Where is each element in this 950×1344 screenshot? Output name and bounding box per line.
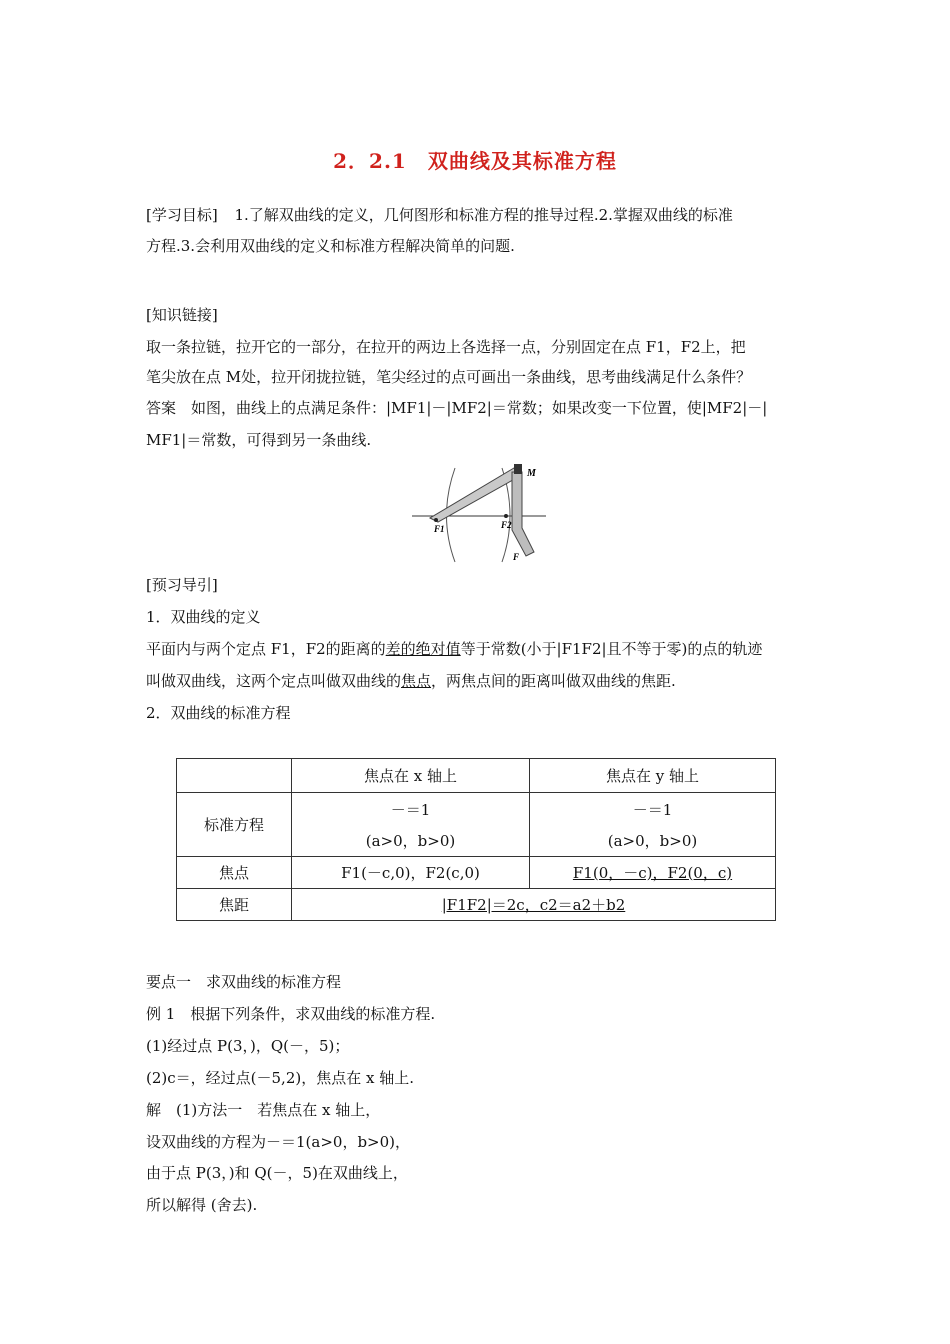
section-heading-2: 2．双曲线的标准方程 bbox=[146, 704, 291, 722]
table-row-label-foci: 焦点 bbox=[177, 857, 292, 889]
focus-f2-point bbox=[504, 514, 508, 518]
definition-line-1 bbox=[146, 639, 762, 659]
table-cell-focal-distance: |F1F2|＝2c，c2＝a2＋b2 bbox=[292, 889, 776, 921]
learning-goals-text-1: 1.了解双曲线的定义，几何图形和标准方程的推导过程.2.掌握双曲线的标准 bbox=[234, 206, 733, 224]
key-point-heading: 要点一 求双曲线的标准方程 bbox=[146, 973, 342, 991]
definition-line-2 bbox=[146, 671, 676, 691]
knowledge-line-2: 笔尖放在点 M处，拉开闭拢拉链，笔尖经过的点可画出一条曲线，思考曲线满足什么条件？ bbox=[146, 368, 752, 386]
example-1-heading: 例 1 根据下列条件，求双曲线的标准方程. bbox=[146, 1005, 436, 1023]
solution-line-4: 所以解得 (舍去). bbox=[146, 1196, 258, 1214]
solution-line-2: 设双曲线的方程为－＝1(a>0，b>0)， bbox=[146, 1133, 411, 1151]
solution-line-3: 由于点 P(3，)和 Q(－，5)在双曲线上， bbox=[146, 1164, 408, 1182]
label-f1: F1 bbox=[434, 524, 445, 534]
table-corner-cell bbox=[177, 759, 292, 793]
table-row bbox=[177, 889, 776, 921]
table-cell-foci-x: F1(－c,0)，F2(c,0) bbox=[292, 857, 530, 889]
example-1-part-1: (1)经过点 P(3，)，Q(－，5)； bbox=[146, 1037, 350, 1055]
learning-goals-line-2: 方程.3.会利用双曲线的定义和标准方程解决简单的问题. bbox=[146, 237, 515, 255]
knowledge-link-tag: [知识链接] bbox=[146, 306, 218, 324]
equation-x-formula: －＝1 bbox=[390, 800, 431, 819]
learning-goals-line-1 bbox=[146, 205, 733, 225]
definition-text-a: 平面内与两个定点 F1，F2的距离的 bbox=[146, 640, 386, 658]
page-title: 2．2.1 双曲线及其标准方程 bbox=[333, 149, 617, 173]
table-header-row bbox=[177, 759, 776, 793]
definition-text-b: 等于常数(小于|F1F2|且不等于零)的点的轨迹 bbox=[460, 640, 763, 658]
solution-line-1: 解 (1)方法一 若焦点在 x 轴上， bbox=[146, 1101, 381, 1119]
table-cell-foci-y: F1(0，－c)，F2(0，c) bbox=[530, 857, 776, 889]
preview-tag: [预习导引] bbox=[146, 576, 218, 594]
focus-f1-point bbox=[434, 518, 438, 522]
section-heading-1: 1．双曲线的定义 bbox=[146, 608, 261, 626]
knowledge-answer-line-1: 答案 如图，曲线上的点满足条件：|MF1|－|MF2|＝常数；如果改变一下位置，使|MF2|－| bbox=[146, 399, 768, 417]
hyperbola-zipper-figure bbox=[410, 458, 548, 563]
table-header-y: 焦点在 y 轴上 bbox=[530, 759, 776, 793]
learning-goals-tag: [学习目标] bbox=[146, 206, 218, 224]
right-zipper-strip bbox=[512, 472, 534, 556]
knowledge-line-1: 取一条拉链，拉开它的一部分，在拉开的两边上各选择一点，分别固定在点 F1，F2上，把 bbox=[146, 338, 746, 356]
label-m: M bbox=[527, 468, 536, 479]
standard-equation-table bbox=[176, 758, 776, 921]
knowledge-answer-line-2: MF1|＝常数，可得到另一条曲线. bbox=[146, 431, 372, 449]
definition2-text-a: 叫做双曲线，这两个定点叫做双曲线的 bbox=[146, 672, 402, 690]
definition-underline-term: 差的绝对值 bbox=[385, 640, 461, 658]
pen-tip bbox=[514, 464, 522, 474]
table-row bbox=[177, 793, 776, 857]
left-zipper-strip bbox=[430, 468, 520, 522]
table-row bbox=[177, 857, 776, 889]
label-f: F bbox=[513, 552, 520, 562]
table-row-label-focal-distance: 焦距 bbox=[177, 889, 292, 921]
equation-x-condition: (a>0，b>0) bbox=[365, 831, 456, 850]
label-f2: F2 bbox=[501, 520, 512, 530]
equation-y-formula: －＝1 bbox=[632, 800, 673, 819]
example-1-part-2: (2)c＝，经过点(－5,2)，焦点在 x 轴上. bbox=[146, 1069, 414, 1087]
table-row-label-equation: 标准方程 bbox=[177, 793, 292, 857]
table-cell-equation-y bbox=[530, 793, 776, 857]
definition2-underline-term: 焦点 bbox=[401, 672, 432, 690]
table-header-x: 焦点在 x 轴上 bbox=[292, 759, 530, 793]
table-cell-equation-x bbox=[292, 793, 530, 857]
equation-y-condition: (a>0，b>0) bbox=[607, 831, 698, 850]
definition2-text-b: ，两焦点间的距离叫做双曲线的焦距. bbox=[431, 672, 676, 690]
